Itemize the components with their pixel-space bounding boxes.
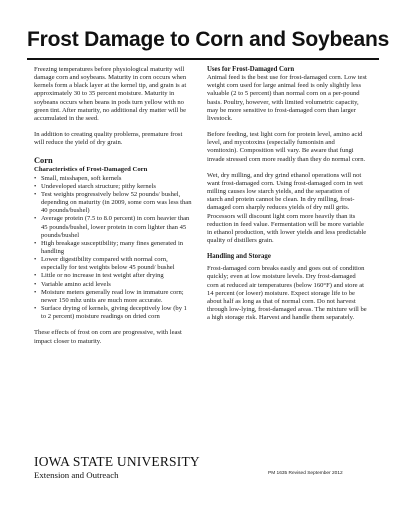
list-item: • High breakage susceptibility; many fines generated in handling [34, 240, 192, 256]
uses-paragraph-2: Before feeding, test light corn for protein level, amino acid level, and mycotoxins (especially fumonisin and vomitoxin). Composition will vary. Be aware that fungi invade stressed corn more readily than they do normal corn. [207, 131, 366, 163]
closing-paragraph: These effects of frost on corn are progressive, with least impact closer to maturity. [34, 329, 182, 345]
logo-wordmark: IOWA STATE UNIVERSITY [34, 454, 200, 469]
handling-paragraph: Frost-damaged corn breaks easily and goes out of condition quickly; even at low moisture levels. Dry frost-damaged corn at reduced air temperatures (below 160°F) and store at 14 percent (or lower) moisture. Expect storage life to be about half as long as that of normal corn. Do not harvest through low-lying, frost-damaged areas. The mixture will be a high storage risk. Harvest and handle them separately. [207, 265, 367, 322]
title-rule [27, 58, 379, 60]
characteristics-list [34, 175, 192, 322]
list-item: • Variable amino acid levels [34, 281, 192, 289]
list-item: • Test weights progressively below 52 pounds/ bushel, depending on maturity (in 2009, some corn was less than 40 pounds/bushel) [34, 191, 192, 215]
logo-subtitle: Extension and Outreach [34, 470, 119, 480]
list-item: • Average protein (7.5 to 8.0 percent) in corn heavier than 45 pounds/bushel, lower protein in corn lighter than 45 pounds/bushel [34, 215, 192, 239]
list-item: • Small, misshapen, soft kernels [34, 175, 192, 183]
intro-paragraph: Freezing temperatures before physiological maturity will damage corn and soybeans. Maturity in corn occurs when kernels form a black layer at the kernel tip, and grain is at approximately 30 to 35 percent moisture. Maturity in soybeans occurs when beans in pods turn yellow with no green tint. After maturity, no additional dry matter will be accumulated in the seed. [34, 66, 187, 122]
intro-paragraph-2: In addition to creating quality problems, premature frost will reduce the yield of dry grain. [34, 131, 183, 147]
uses-heading: Uses for Frost-Damaged Corn [207, 66, 295, 73]
handling-heading: Handling and Storage [207, 253, 271, 261]
list-item: • Undeveloped starch structure; pithy kernels [34, 183, 192, 191]
characteristics-heading: Characteristics of Frost-Damaged Corn [34, 166, 148, 174]
uses-paragraph-3: Wet, dry milling, and dry grind ethanol operations will not want frost-damaged corn. Using frost-damaged corn in wet milling causes low starch yields, and the separation of starch and protein cannot be clean. In dry milling, frost-damaged corn sharply reduces yields of dry mill grits. Processors will discount light corn more heavily than its reduction in feed value. Fermentation will be more variable in ethanol production, with lower yields and less predictable quality of distillers grain. [207, 171, 367, 244]
list-item: • Little or no increase in test weight after drying [34, 272, 192, 280]
list-item: • Moisture meters generally read low in immature corn; newer 150 mhz units are much more accurate. [34, 289, 192, 305]
list-item: • Lower digestibility compared with normal corn, especially for test weights below 45 pound/ bushel [34, 256, 192, 272]
document-title: Frost Damage to Corn and Soybeans [27, 28, 390, 51]
list-item: • Surface drying of kernels, giving deceptively low (by 1 to 2 percent) moisture readings on dried corn [34, 305, 192, 321]
uses-paragraph-1: Animal feed is the best use for frost-damaged corn. Low test weight corn used for large animal feed is only slightly less valuable (2 to 5 percent) than normal corn on a per-pound basis. Poultry, however, with limited volumetric capacity, may be more sensitive to frost-damaged corn than larger livestock. [207, 74, 367, 122]
corn-heading: Corn [34, 156, 53, 166]
university-logo [34, 455, 234, 481]
right-column [207, 66, 367, 322]
publication-code: PM 1635 Revised September 2012 [268, 471, 343, 476]
left-column [34, 66, 192, 346]
